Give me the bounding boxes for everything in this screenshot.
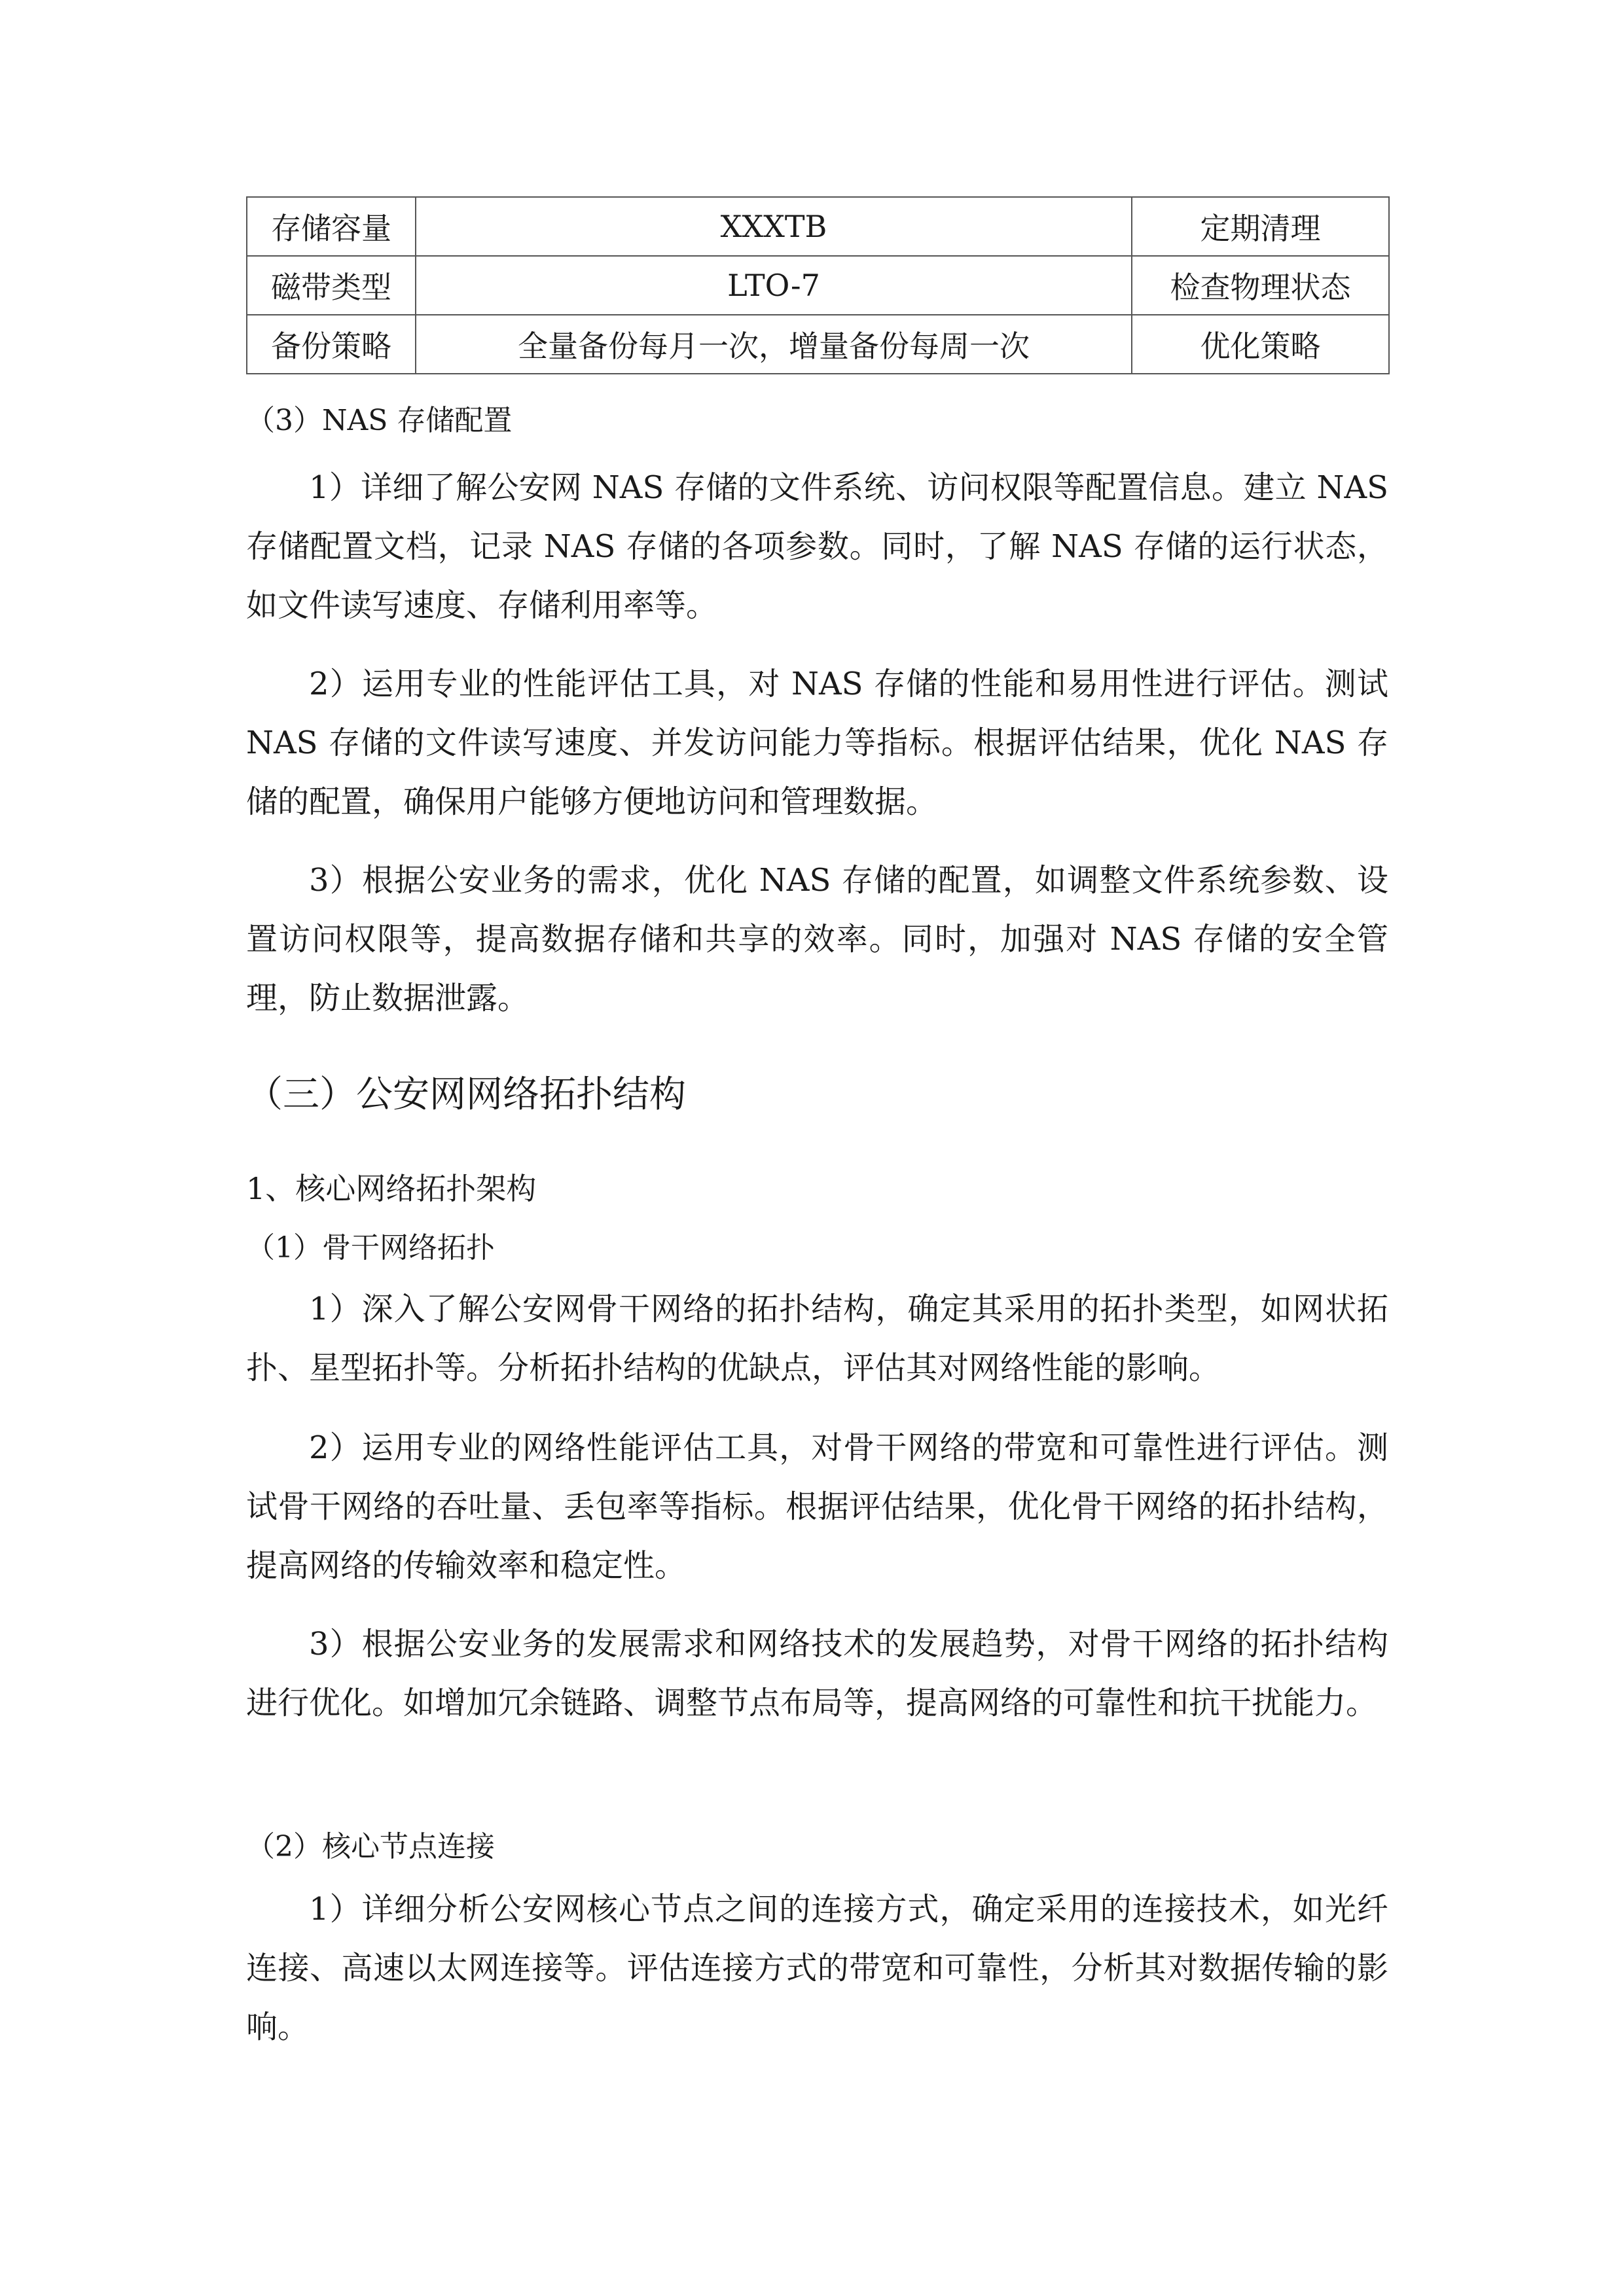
- document-page: [246, 196, 1388, 2045]
- backbone-paragraph-1: 1）深入了解公安网骨干网络的拓扑结构，确定其采用的拓扑类型，如网状拓扑、星型拓扑等。分析拓扑结构的优缺点，评估其对网络性能的影响。: [246, 1291, 1388, 1386]
- row-value: 全量备份每月一次，增量备份每周一次: [416, 315, 1132, 374]
- nas-paragraph-3: 3）根据公安业务的需求，优化 NAS 存储的配置，如调整文件系统参数、设置访问权限等，提高数据存储和共享的效率。同时，加强对 NAS 存储的安全管理，防止数据泄露。: [246, 862, 1388, 1016]
- row-label: 备份策略: [247, 315, 416, 374]
- table-row: [247, 315, 1389, 374]
- nas-paragraph-2: 2）运用专业的性能评估工具，对 NAS 存储的性能和易用性进行评估。测试 NAS 存储的文件读写速度、并发访问能力等指标。根据评估结果，优化 NAS 存储的配置，确保用户能够方便地访问和管理数据。: [246, 666, 1388, 820]
- nas-heading: （3）NAS 存储配置: [246, 404, 513, 437]
- backbone-paragraph-3: 3）根据公安业务的发展需求和网络技术的发展趋势，对骨干网络的拓扑结构进行优化。如增加冗余链路、调整节点布局等，提高网络的可靠性和抗干扰能力。: [246, 1626, 1388, 1721]
- table-row: [247, 256, 1389, 315]
- row-action: 优化策略: [1132, 315, 1389, 374]
- core-nodes-heading: （2）核心节点连接: [246, 1830, 495, 1863]
- nas-paragraph-1: 1）详细了解公安网 NAS 存储的文件系统、访问权限等配置信息。建立 NAS 存储配置文档，记录 NAS 存储的各项参数。同时，了解 NAS 存储的运行状态，如文件读写速度、存储利用率等。: [246, 469, 1388, 624]
- row-label: 存储容量: [247, 197, 416, 256]
- row-label: 磁带类型: [247, 256, 416, 315]
- backbone-heading: （1）骨干网络拓扑: [246, 1231, 495, 1265]
- section-title: （三）公安网网络拓扑结构: [246, 1073, 686, 1116]
- row-action: 检查物理状态: [1132, 256, 1389, 315]
- core-nodes-paragraph-1: 1）详细分析公安网核心节点之间的连接方式，确定采用的连接技术，如光纤连接、高速以太网连接等。评估连接方式的带宽和可靠性，分析其对数据传输的影响。: [246, 1891, 1388, 2045]
- row-value: LTO-7: [416, 256, 1132, 315]
- row-action: 定期清理: [1132, 197, 1389, 256]
- subsection-title: 1、核心网络拓扑架构: [246, 1171, 537, 1206]
- backbone-paragraph-2: 2）运用专业的网络性能评估工具，对骨干网络的带宽和可靠性进行评估。测试骨干网络的吞吐量、丢包率等指标。根据评估结果，优化骨干网络的拓扑结构，提高网络的传输效率和稳定性。: [246, 1429, 1388, 1584]
- storage-spec-table: [246, 196, 1390, 374]
- table-row: [247, 197, 1389, 256]
- row-value: XXXTB: [416, 197, 1132, 256]
